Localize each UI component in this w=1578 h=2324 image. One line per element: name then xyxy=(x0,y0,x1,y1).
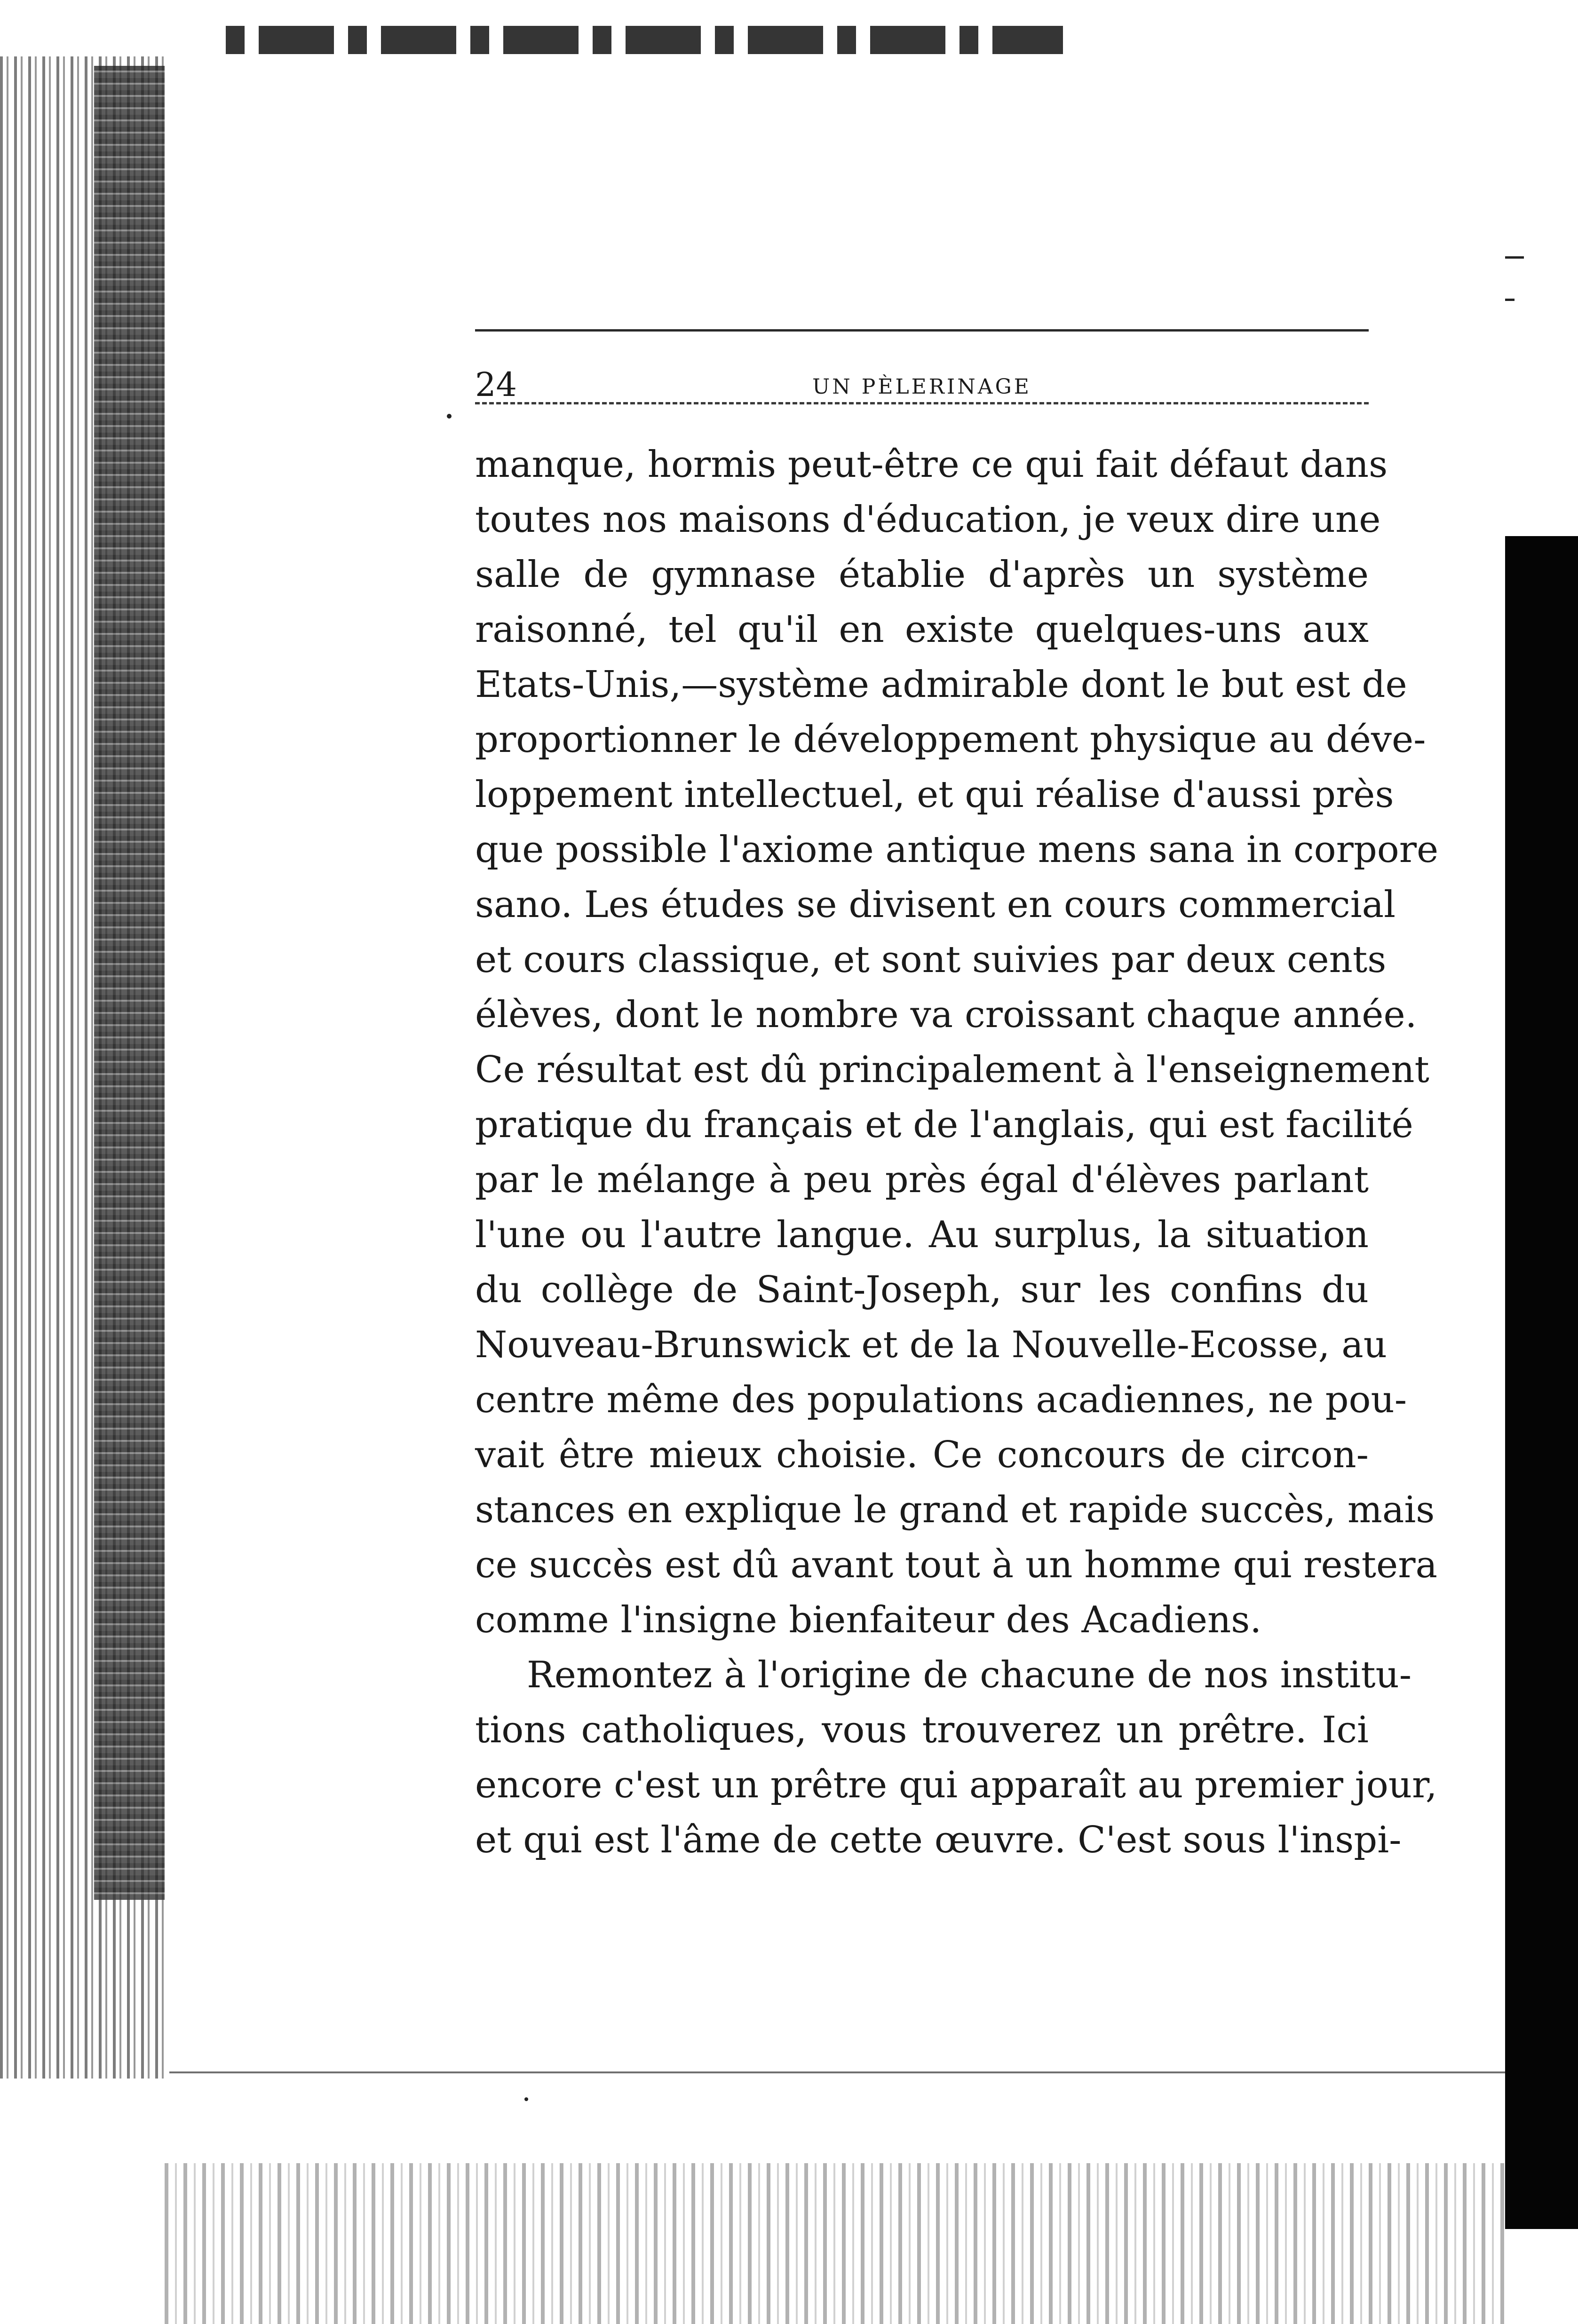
text-line: par le mélange à peu près égal d'élèves parlant xyxy=(475,1159,1369,1201)
text-line: encore c'est un prêtre qui apparaît au premier jour, xyxy=(475,1764,1437,1806)
scan-artifact-right-bar xyxy=(1505,536,1578,2229)
text-line: sano. Les études se divisent en cours commercial xyxy=(475,884,1396,926)
scan-artifact-right-tick xyxy=(1505,256,1524,259)
text-line: vait être mieux choisie. Ce concours de circon- xyxy=(475,1434,1369,1476)
header-rule-bottom xyxy=(475,402,1369,404)
text-line: manque, hormis peut-être ce qui fait défaut dans xyxy=(475,443,1388,486)
text-line: salle de gymnase établie d'après un système xyxy=(475,553,1369,596)
text-line: Nouveau-Brunswick et de la Nouvelle-Ecosse, au xyxy=(475,1324,1387,1366)
ink-speck xyxy=(447,414,452,419)
scan-artifact-top-edge xyxy=(226,26,1063,54)
text-line: que possible l'axiome antique mens sana in corpore xyxy=(475,829,1439,871)
book-page xyxy=(475,329,1439,1868)
text-line: toutes nos maisons d'éducation, je veux dire une xyxy=(475,498,1381,541)
text-line: et cours classique, et sont suivies par deux cents xyxy=(475,939,1387,981)
text-line: élèves, dont le nombre va croissant chaque année. xyxy=(475,994,1417,1036)
text-line: comme l'insigne bienfaiteur des Acadiens. xyxy=(475,1599,1262,1641)
paragraph-1 xyxy=(475,437,1439,1648)
body-text xyxy=(475,437,1439,1868)
ink-speck xyxy=(524,2097,528,2101)
scan-artifact-bottom-edge xyxy=(165,2163,1505,2324)
scan-artifact-left-binding xyxy=(94,66,165,1900)
text-line: et qui est l'âme de cette œuvre. C'est sous l'inspi- xyxy=(475,1819,1402,1861)
text-line: Etats-Unis,—système admirable dont le but est de xyxy=(475,664,1407,706)
text-line: tions catholiques, vous trouverez un prêtre. Ici xyxy=(475,1709,1369,1751)
text-line: proportionner le développement physique au déve- xyxy=(475,719,1426,761)
text-line: Remontez à l'origine de chacune de nos institu- xyxy=(527,1654,1412,1696)
page-number: 24 xyxy=(475,365,517,404)
scan-artifact-right-tick xyxy=(1505,299,1515,301)
text-line: Ce résultat est dû principalement à l'enseignement xyxy=(475,1049,1429,1091)
text-line: loppement intellectuel, et qui réalise d'aussi près xyxy=(475,774,1394,816)
text-line: l'une ou l'autre langue. Au surplus, la situation xyxy=(475,1214,1369,1256)
running-title: UN PÈLERINAGE xyxy=(812,375,1031,399)
scan-artifact-bottom-rule xyxy=(169,2071,1505,2073)
text-line: stances en explique le grand et rapide succès, mais xyxy=(475,1489,1435,1531)
text-line: raisonné, tel qu'il en existe quelques-uns aux xyxy=(475,609,1369,651)
text-line: du collège de Saint-Joseph, sur les confins du xyxy=(475,1269,1369,1311)
text-line: centre même des populations acadiennes, ne pou- xyxy=(475,1379,1407,1421)
paragraph-2 xyxy=(475,1648,1437,1868)
running-head xyxy=(475,332,1369,402)
text-line: ce succès est dû avant tout à un homme qui restera xyxy=(475,1544,1437,1586)
text-line: pratique du français et de l'anglais, qui est facilité xyxy=(475,1104,1413,1146)
